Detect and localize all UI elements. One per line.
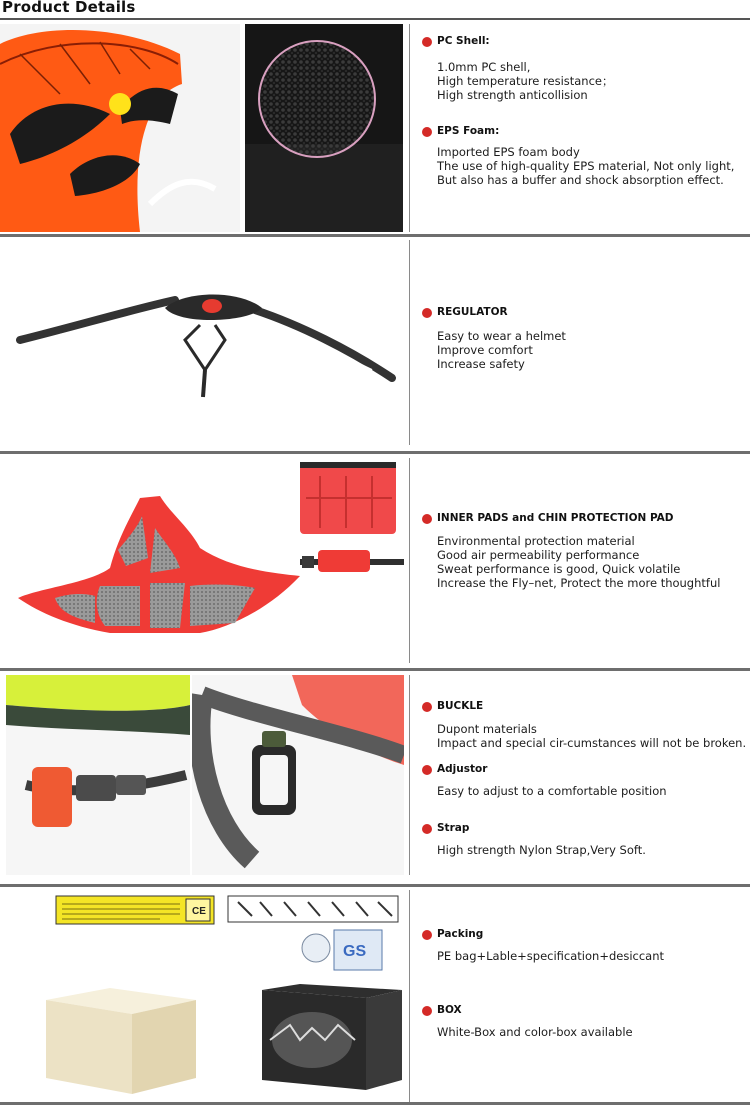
- buckle-photo: [6, 675, 190, 875]
- feature-line: But also has a buffer and shock absorption effect.: [437, 173, 724, 187]
- feature-line: Sweat performance is good, Quick volatile: [437, 562, 681, 576]
- feature-line: Environmental protection material: [437, 534, 635, 548]
- feature-line: Easy to wear a helmet: [437, 329, 566, 343]
- feature-heading: PC Shell:: [437, 35, 490, 47]
- feature-heading: INNER PADS and CHIN PROTECTION PAD: [437, 512, 674, 524]
- ce-mark: CE: [192, 906, 206, 917]
- title-divider: [0, 18, 750, 20]
- bullet-dot-icon: [422, 127, 432, 137]
- section-divider: [409, 675, 410, 875]
- gs-mark: GS: [343, 943, 367, 960]
- feature-line: Good air permeability performance: [437, 548, 640, 562]
- page-title: Product Details: [2, 0, 136, 16]
- section-divider: [409, 458, 410, 663]
- feature-line: Impact and special cir-cumstances will not be broken.: [437, 736, 747, 750]
- eps-foam-photo: [245, 24, 403, 232]
- bullet-dot-icon: [422, 1006, 432, 1016]
- feature-line: 1.0mm PC shell,: [437, 60, 531, 74]
- feature-line: High strength Nylon Strap,Very Soft.: [437, 843, 646, 857]
- feature-line: High strength anticollision: [437, 88, 588, 102]
- feature-line: Increase safety: [437, 357, 525, 371]
- feature-heading: Adjustor: [437, 763, 488, 775]
- feature-line: Increase the Fly–net, Protect the more thoughtful: [437, 576, 721, 590]
- section-divider: [0, 668, 750, 671]
- bullet-dot-icon: [422, 514, 432, 524]
- feature-heading: REGULATOR: [437, 306, 508, 318]
- section-divider: [0, 884, 750, 887]
- feature-line: White-Box and color-box available: [437, 1025, 633, 1039]
- section-divider: [409, 24, 410, 232]
- strap-photo: [192, 675, 404, 875]
- feature-line: Dupont materials: [437, 722, 537, 736]
- regulator-photo: [0, 240, 405, 445]
- feature-line: The use of high-quality EPS material, Not only light,: [437, 159, 735, 173]
- bullet-dot-icon: [422, 824, 432, 834]
- bullet-dot-icon: [422, 765, 432, 775]
- section-divider: [409, 890, 410, 1102]
- feature-heading: Packing: [437, 928, 484, 940]
- feature-line: High temperature resistance；: [437, 74, 614, 88]
- feature-line: Easy to adjust to a comfortable position: [437, 784, 667, 798]
- feature-heading: EPS Foam:: [437, 125, 500, 137]
- bullet-dot-icon: [422, 308, 432, 318]
- bullet-dot-icon: [422, 930, 432, 940]
- feature-heading: Strap: [437, 822, 470, 834]
- section-divider: [409, 240, 410, 445]
- feature-heading: BOX: [437, 1004, 462, 1016]
- bullet-dot-icon: [422, 702, 432, 712]
- feature-line: Imported EPS foam body: [437, 145, 580, 159]
- section-divider: [0, 451, 750, 454]
- packing-photo: [0, 890, 408, 1102]
- bullet-dot-icon: [422, 37, 432, 47]
- feature-line: PE bag+Lable+specification+desiccant: [437, 949, 665, 963]
- feature-heading: BUCKLE: [437, 700, 484, 712]
- helmet-shell-photo: [0, 24, 240, 232]
- feature-line: Improve comfort: [437, 343, 533, 357]
- section-divider: [0, 234, 750, 237]
- inner-pads-photo: [0, 458, 408, 663]
